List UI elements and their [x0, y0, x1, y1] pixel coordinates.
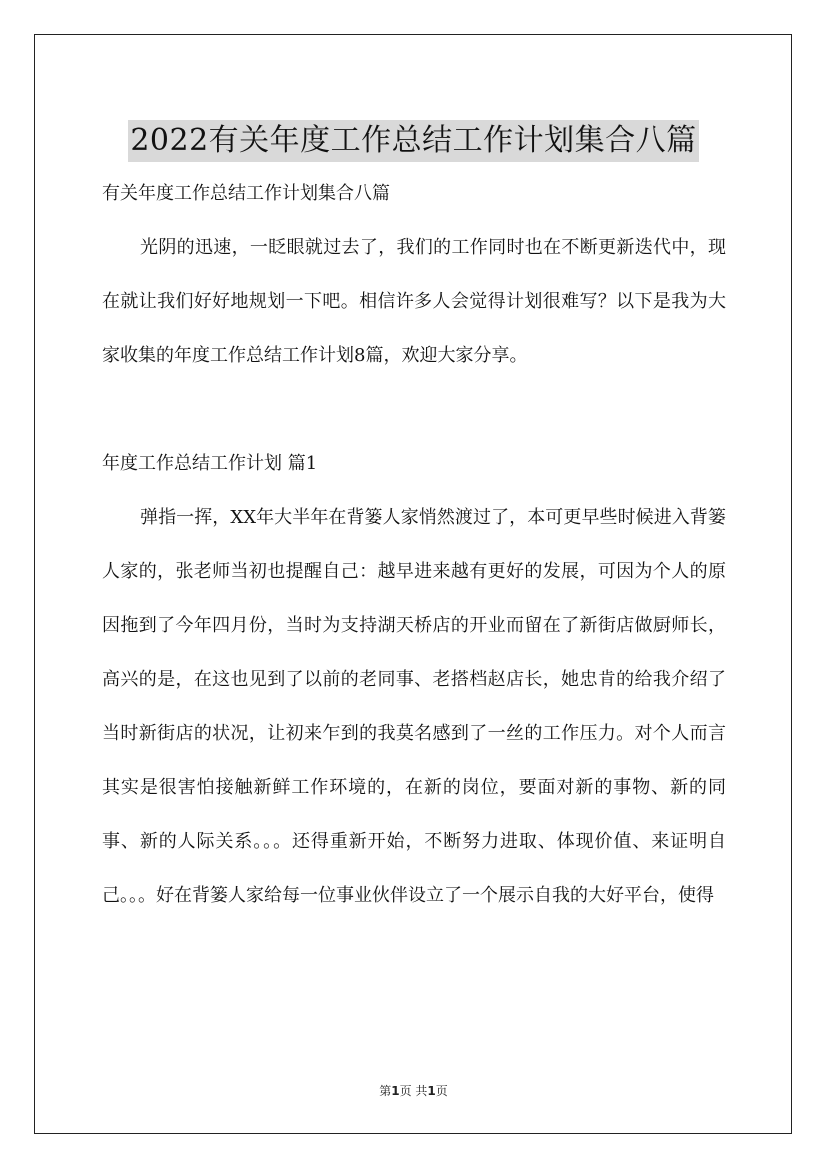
footer-page-prefix: 第	[379, 1084, 392, 1098]
section-heading: 年度工作总结工作计划 篇1	[102, 453, 318, 474]
document-subtitle: 有关年度工作总结工作计划集合八篇	[102, 183, 390, 204]
section-paragraph: 弹指一挥，XX年大半年在背篓人家悄然渡过了，本可更早些时候进入背篓人家的，张老师当初也提醒自己：越早进来越有更好的发展，可因为个人的原因拖到了今年四月份，当时为支持湖天桥店的开业而留在了新街店做厨师长，高兴的是，在这也见到了以前的老同事、老搭档赵店长，她忠肯的给我介绍了当时新街店的状况，让初来乍到的我莫名感到了一丝的工作压力。对个人而言其实是很害怕接触新鲜工作环境的，在新的岗位，要面对新的事物、新的同事、新的人际关系。。。还得重新开始，不断努力进取、体现价值、来证明自己。。。好在背篓人家给每一位事业伙伴设立了一个展示自我的大好平台，使得	[102, 507, 726, 906]
footer-page-total: 1	[427, 1084, 436, 1098]
intro-paragraph: 光阴的迅速，一眨眼就过去了，我们的工作同时也在不断更新迭代中，现在就让我们好好地规划一下吧。相信许多人会觉得计划很难写？以下是我为大家收集的年度工作总结工作计划8篇，欢迎大家分享。	[102, 237, 726, 366]
footer-page-suffix: 页	[435, 1084, 448, 1098]
paragraph-spacer	[102, 383, 726, 437]
page-footer	[0, 1082, 827, 1100]
footer-page-mid: 页 共	[399, 1084, 428, 1098]
footer-page-current: 1	[391, 1084, 400, 1098]
document-body	[102, 167, 726, 923]
document-title: 2022有关年度工作总结工作计划集合八篇	[128, 120, 698, 162]
